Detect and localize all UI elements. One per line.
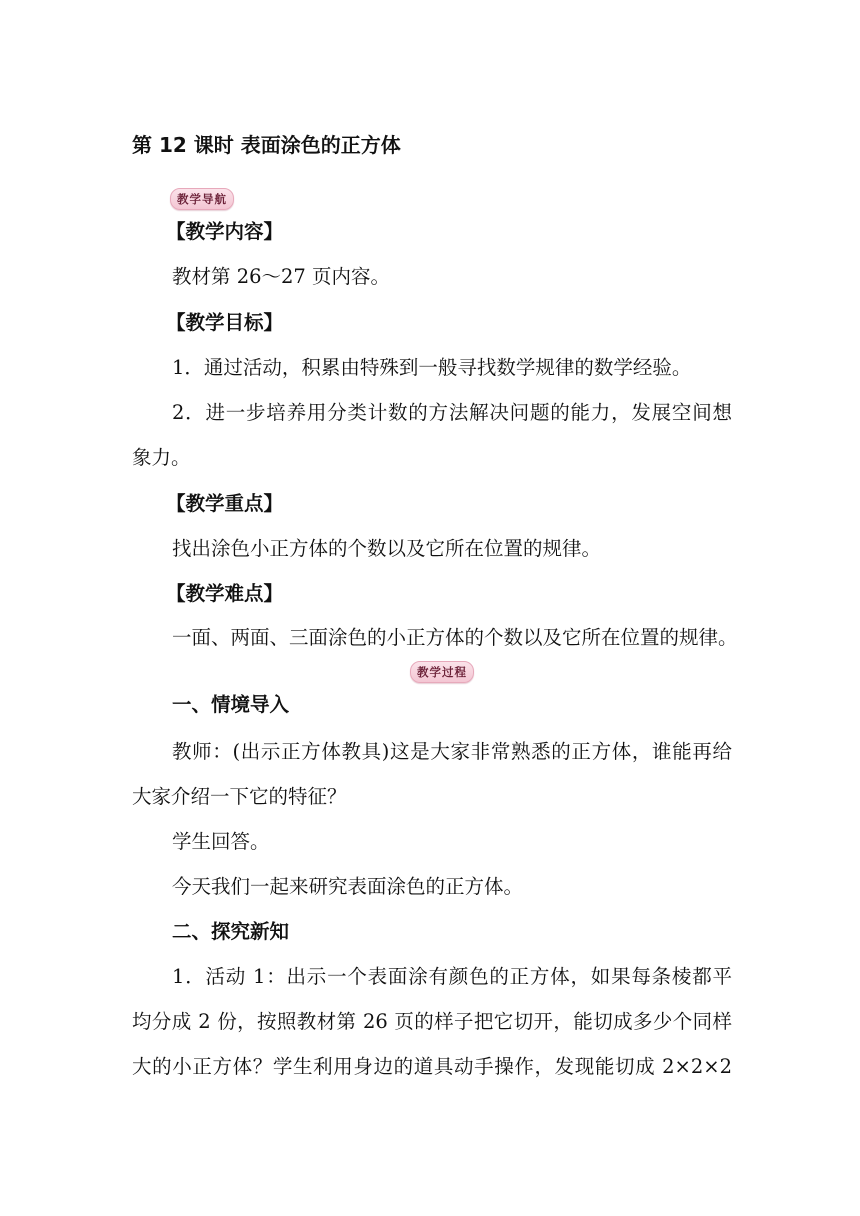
section-2-paragraph-continuation: 大的小正方体？学生利用身边的道具动手操作，发现能切成 2×2×2 [132, 1055, 732, 1078]
teaching-process-badge: 教学过程 [410, 661, 474, 683]
content-text: 教材第 26～27 页内容。 [172, 265, 391, 288]
lesson-title: 第 12 课时 表面涂色的正方体 [132, 133, 401, 157]
section-1-paragraph-continuation: 大家介绍一下它的特征？ [132, 785, 347, 808]
section-2-paragraph-continuation: 均分成 2 份，按照教材第 26 页的样子把它切开，能切成多少个同样 [132, 1010, 732, 1033]
section-1-paragraph: 学生回答。 [172, 830, 270, 853]
goal-item: 2．进一步培养用分类计数的方法解决问题的能力，发展空间想 [172, 401, 732, 424]
key-points-heading: 【教学重点】 [166, 492, 284, 515]
section-1-heading: 一、情境导入 [172, 693, 290, 716]
section-2-paragraph: 1．活动 1：出示一个表面涂有颜色的正方体，如果每条棱都平 [172, 965, 732, 988]
section-1-paragraph: 今天我们一起来研究表面涂色的正方体。 [172, 875, 524, 898]
section-2-heading: 二、探究新知 [172, 920, 290, 943]
section-1-paragraph: 教师：(出示正方体教具)这是大家非常熟悉的正方体，谁能再给 [172, 740, 732, 763]
goals-heading: 【教学目标】 [166, 311, 284, 334]
difficulties-heading: 【教学难点】 [166, 582, 284, 605]
goal-item-continuation: 象力。 [132, 446, 191, 469]
teaching-guide-badge: 教学导航 [170, 188, 234, 210]
key-points-text: 找出涂色小正方体的个数以及它所在位置的规律。 [172, 537, 602, 560]
goal-item: 1．通过活动，积累由特殊到一般寻找数学规律的数学经验。 [172, 356, 692, 379]
difficulties-text: 一面、两面、三面涂色的小正方体的个数以及它所在位置的规律。 [172, 626, 738, 649]
content-heading: 【教学内容】 [166, 220, 284, 243]
